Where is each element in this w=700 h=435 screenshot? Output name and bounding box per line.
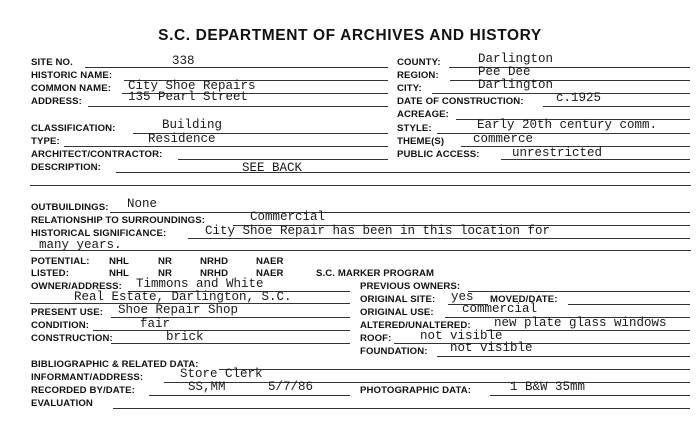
city-value: Darlington — [478, 78, 554, 92]
outbuildings-value: None — [127, 197, 158, 211]
historical-significance-label: HISTORICAL SIGNIFICANCE: — [31, 228, 167, 239]
potential-nr: NR — [158, 256, 173, 267]
city-label: CITY: — [397, 83, 422, 94]
acreage-label: ACREAGE: — [397, 109, 449, 120]
owner-address-value-2: Real Estate, Darlington, S.C. — [74, 290, 292, 304]
historical-significance-underline — [188, 238, 690, 239]
previous-owners-label: PREVIOUS OWNERS: — [360, 281, 461, 292]
description-line-2 — [30, 185, 691, 186]
construction-value: brick — [166, 330, 204, 344]
informant-value: Store Clerk — [180, 367, 263, 381]
original-use-label: ORIGINAL USE: — [360, 307, 434, 318]
recorded-date-value: 5/7/86 — [268, 380, 314, 394]
informant-underline — [164, 382, 690, 383]
condition-label: CONDITION: — [31, 320, 90, 331]
listed-naer: NAER — [256, 268, 284, 279]
county-value: Darlington — [478, 52, 554, 66]
photographic-data-label: PHOTOGRAPHIC DATA: — [360, 385, 472, 396]
foundation-value: not visible — [450, 341, 533, 355]
address-label: ADDRESS: — [31, 96, 82, 107]
present-use-label: PRESENT USE: — [31, 307, 104, 318]
description-label: DESCRIPTION: — [31, 162, 101, 173]
date-of-construction-underline — [543, 106, 690, 107]
original-site-label: ORIGINAL SITE: — [360, 294, 436, 305]
previous-owners-underline — [468, 291, 690, 292]
public-access-label: PUBLIC ACCESS: — [397, 149, 480, 160]
address-value: 135 Pearl Street — [128, 90, 249, 104]
relationship-label: RELATIONSHIP TO SURROUNDINGS: — [31, 215, 205, 226]
listed-nhl: NHL — [109, 268, 130, 279]
informant-label: INFORMANT/ADDRESS: — [31, 372, 144, 383]
present-use-value: Shoe Repair Shop — [118, 303, 239, 317]
outbuildings-label: OUTBUILDINGS: — [31, 202, 109, 213]
recorded-by-underline — [149, 395, 350, 396]
recorded-by-value: SS,MM — [188, 380, 226, 394]
address-underline — [88, 106, 388, 107]
potential-nhl: NHL — [109, 256, 130, 267]
themes-value: commerce — [473, 132, 534, 146]
type-value: Residence — [148, 132, 216, 146]
type-label: TYPE: — [31, 136, 60, 147]
description-underline — [116, 172, 690, 173]
altered-underline — [486, 330, 690, 331]
classification-label: CLASSIFICATION: — [31, 123, 116, 134]
marker-program-label: S.C. MARKER PROGRAM — [316, 268, 435, 279]
altered-label: ALTERED/UNALTERED: — [360, 320, 471, 331]
roof-underline — [394, 343, 690, 344]
historic-name-label: HISTORIC NAME: — [31, 70, 113, 81]
date-of-construction-label: DATE OF CONSTRUCTION: — [397, 96, 524, 107]
site-no-value: 338 — [172, 54, 195, 68]
region-label: REGION: — [397, 70, 439, 81]
common-name-label: COMMON NAME: — [31, 83, 112, 94]
style-label: STYLE: — [397, 123, 432, 134]
roof-label: ROOF: — [360, 333, 392, 344]
public-access-value: unrestricted — [512, 146, 603, 160]
photographic-data-underline — [490, 395, 690, 396]
owner-address-value-1: Timmons and White — [136, 277, 264, 291]
date-of-construction-value: c.1925 — [556, 91, 602, 105]
type-underline — [64, 146, 388, 147]
form-title: S.C. DEPARTMENT OF ARCHIVES AND HISTORY — [158, 27, 542, 44]
county-label: COUNTY: — [397, 57, 441, 68]
style-value: Early 20th century comm. — [477, 118, 658, 132]
historical-significance-value-1: City Shoe Repair has been in this location for — [205, 224, 551, 238]
relationship-value: Commercial — [250, 210, 326, 224]
architect-label: ARCHITECT/CONTRACTOR: — [31, 149, 163, 160]
listed-label: LISTED: — [31, 268, 70, 279]
listed-nr: NR — [158, 268, 173, 279]
bibliographic-label: BIBLIOGRAPHIC & RELATED DATA: — [31, 359, 199, 370]
historical-significance-line-2 — [30, 250, 691, 251]
foundation-label: FOUNDATION: — [360, 346, 428, 357]
historical-significance-value-2: many years. — [39, 238, 122, 252]
bibliographic-underline — [219, 369, 690, 370]
altered-value: new plate glass windows — [494, 316, 667, 330]
classification-value: Building — [162, 118, 223, 132]
themes-label: THEME(S) — [397, 136, 445, 147]
common-name-value: City Shoe Repairs — [128, 79, 256, 93]
potential-naer: NAER — [256, 256, 284, 267]
listed-nrhd: NRHD — [200, 268, 229, 279]
evaluation-label: EVALUATION — [31, 398, 93, 409]
roof-value: not visible — [420, 329, 503, 343]
construction-label: CONSTRUCTION: — [31, 333, 113, 344]
region-value: Pee Dee — [478, 65, 531, 79]
recorded-by-label: RECORDED BY/DATE: — [31, 385, 135, 396]
photographic-data-value: 1 B&W 35mm — [510, 380, 586, 394]
potential-label: POTENTIAL: — [31, 256, 90, 267]
site-no-underline — [85, 67, 388, 68]
outbuildings-underline — [110, 212, 690, 213]
condition-underline — [93, 330, 350, 331]
moved-date-label: MOVED/DATE: — [490, 294, 558, 305]
construction-underline — [111, 343, 350, 344]
condition-value: fair — [140, 317, 171, 331]
architect-underline — [178, 159, 388, 160]
evaluation-underline — [113, 408, 690, 409]
owner-address-label: OWNER/ADDRESS: — [31, 281, 122, 292]
description-value: SEE BACK — [242, 161, 303, 175]
site-no-label: SITE NO. — [31, 57, 73, 68]
original-use-value: commercial — [462, 302, 538, 316]
foundation-underline — [437, 356, 690, 357]
potential-nrhd: NRHD — [200, 256, 229, 267]
moved-date-underline — [568, 304, 690, 305]
original-site-value: yes — [451, 290, 474, 304]
